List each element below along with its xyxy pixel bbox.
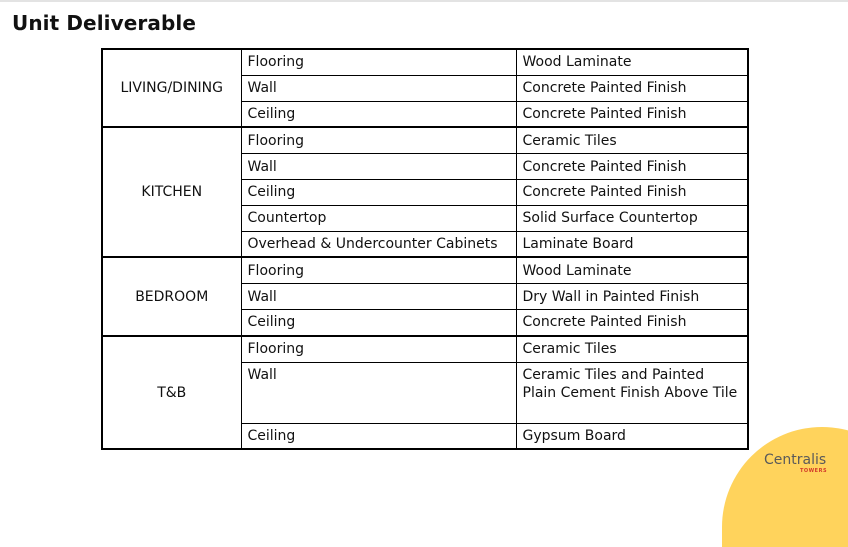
room-cell: KITCHEN (102, 127, 241, 257)
element-cell: Ceiling (241, 423, 516, 449)
element-cell: Flooring (241, 127, 516, 153)
page-title: Unit Deliverable (12, 11, 197, 35)
room-cell: BEDROOM (102, 257, 241, 335)
table-row (102, 336, 748, 362)
element-cell: Wall (241, 362, 516, 423)
top-divider (0, 0, 848, 2)
element-cell: Flooring (241, 49, 516, 75)
element-cell: Flooring (241, 257, 516, 283)
spec-cell: Ceramic Tiles (516, 336, 748, 362)
element-cell: Wall (241, 154, 516, 180)
deliverables-table (101, 48, 749, 450)
spec-cell: Concrete Painted Finish (516, 309, 748, 335)
spec-cell: Concrete Painted Finish (516, 179, 748, 205)
room-cell: T&B (102, 336, 241, 450)
element-cell: Ceiling (241, 101, 516, 127)
element-cell: Flooring (241, 336, 516, 362)
spec-cell: Wood Laminate (516, 49, 748, 75)
spec-cell: Ceramic Tiles and Painted Plain Cement Finish Above Tile (516, 362, 748, 423)
spec-cell: Gypsum Board (516, 423, 748, 449)
spec-cell: Dry Wall in Painted Finish (516, 284, 748, 310)
spec-cell: Concrete Painted Finish (516, 154, 748, 180)
spec-cell: Solid Surface Countertop (516, 205, 748, 231)
element-cell: Ceiling (241, 309, 516, 335)
spec-cell: Concrete Painted Finish (516, 101, 748, 127)
table-row (102, 257, 748, 283)
table-row (102, 49, 748, 75)
spec-cell: Laminate Board (516, 231, 748, 257)
table-row (102, 127, 748, 153)
room-cell: LIVING/DINING (102, 49, 241, 127)
logo-subtext: TOWERS (800, 468, 828, 474)
spec-cell: Concrete Painted Finish (516, 75, 748, 101)
element-cell: Wall (241, 284, 516, 310)
element-cell: Wall (241, 75, 516, 101)
logo-name: Centralis (764, 452, 827, 468)
element-cell: Countertop (241, 205, 516, 231)
element-cell: Ceiling (241, 179, 516, 205)
spec-cell: Ceramic Tiles (516, 127, 748, 153)
spec-cell: Wood Laminate (516, 257, 748, 283)
element-cell: Overhead & Undercounter Cabinets (241, 231, 516, 257)
